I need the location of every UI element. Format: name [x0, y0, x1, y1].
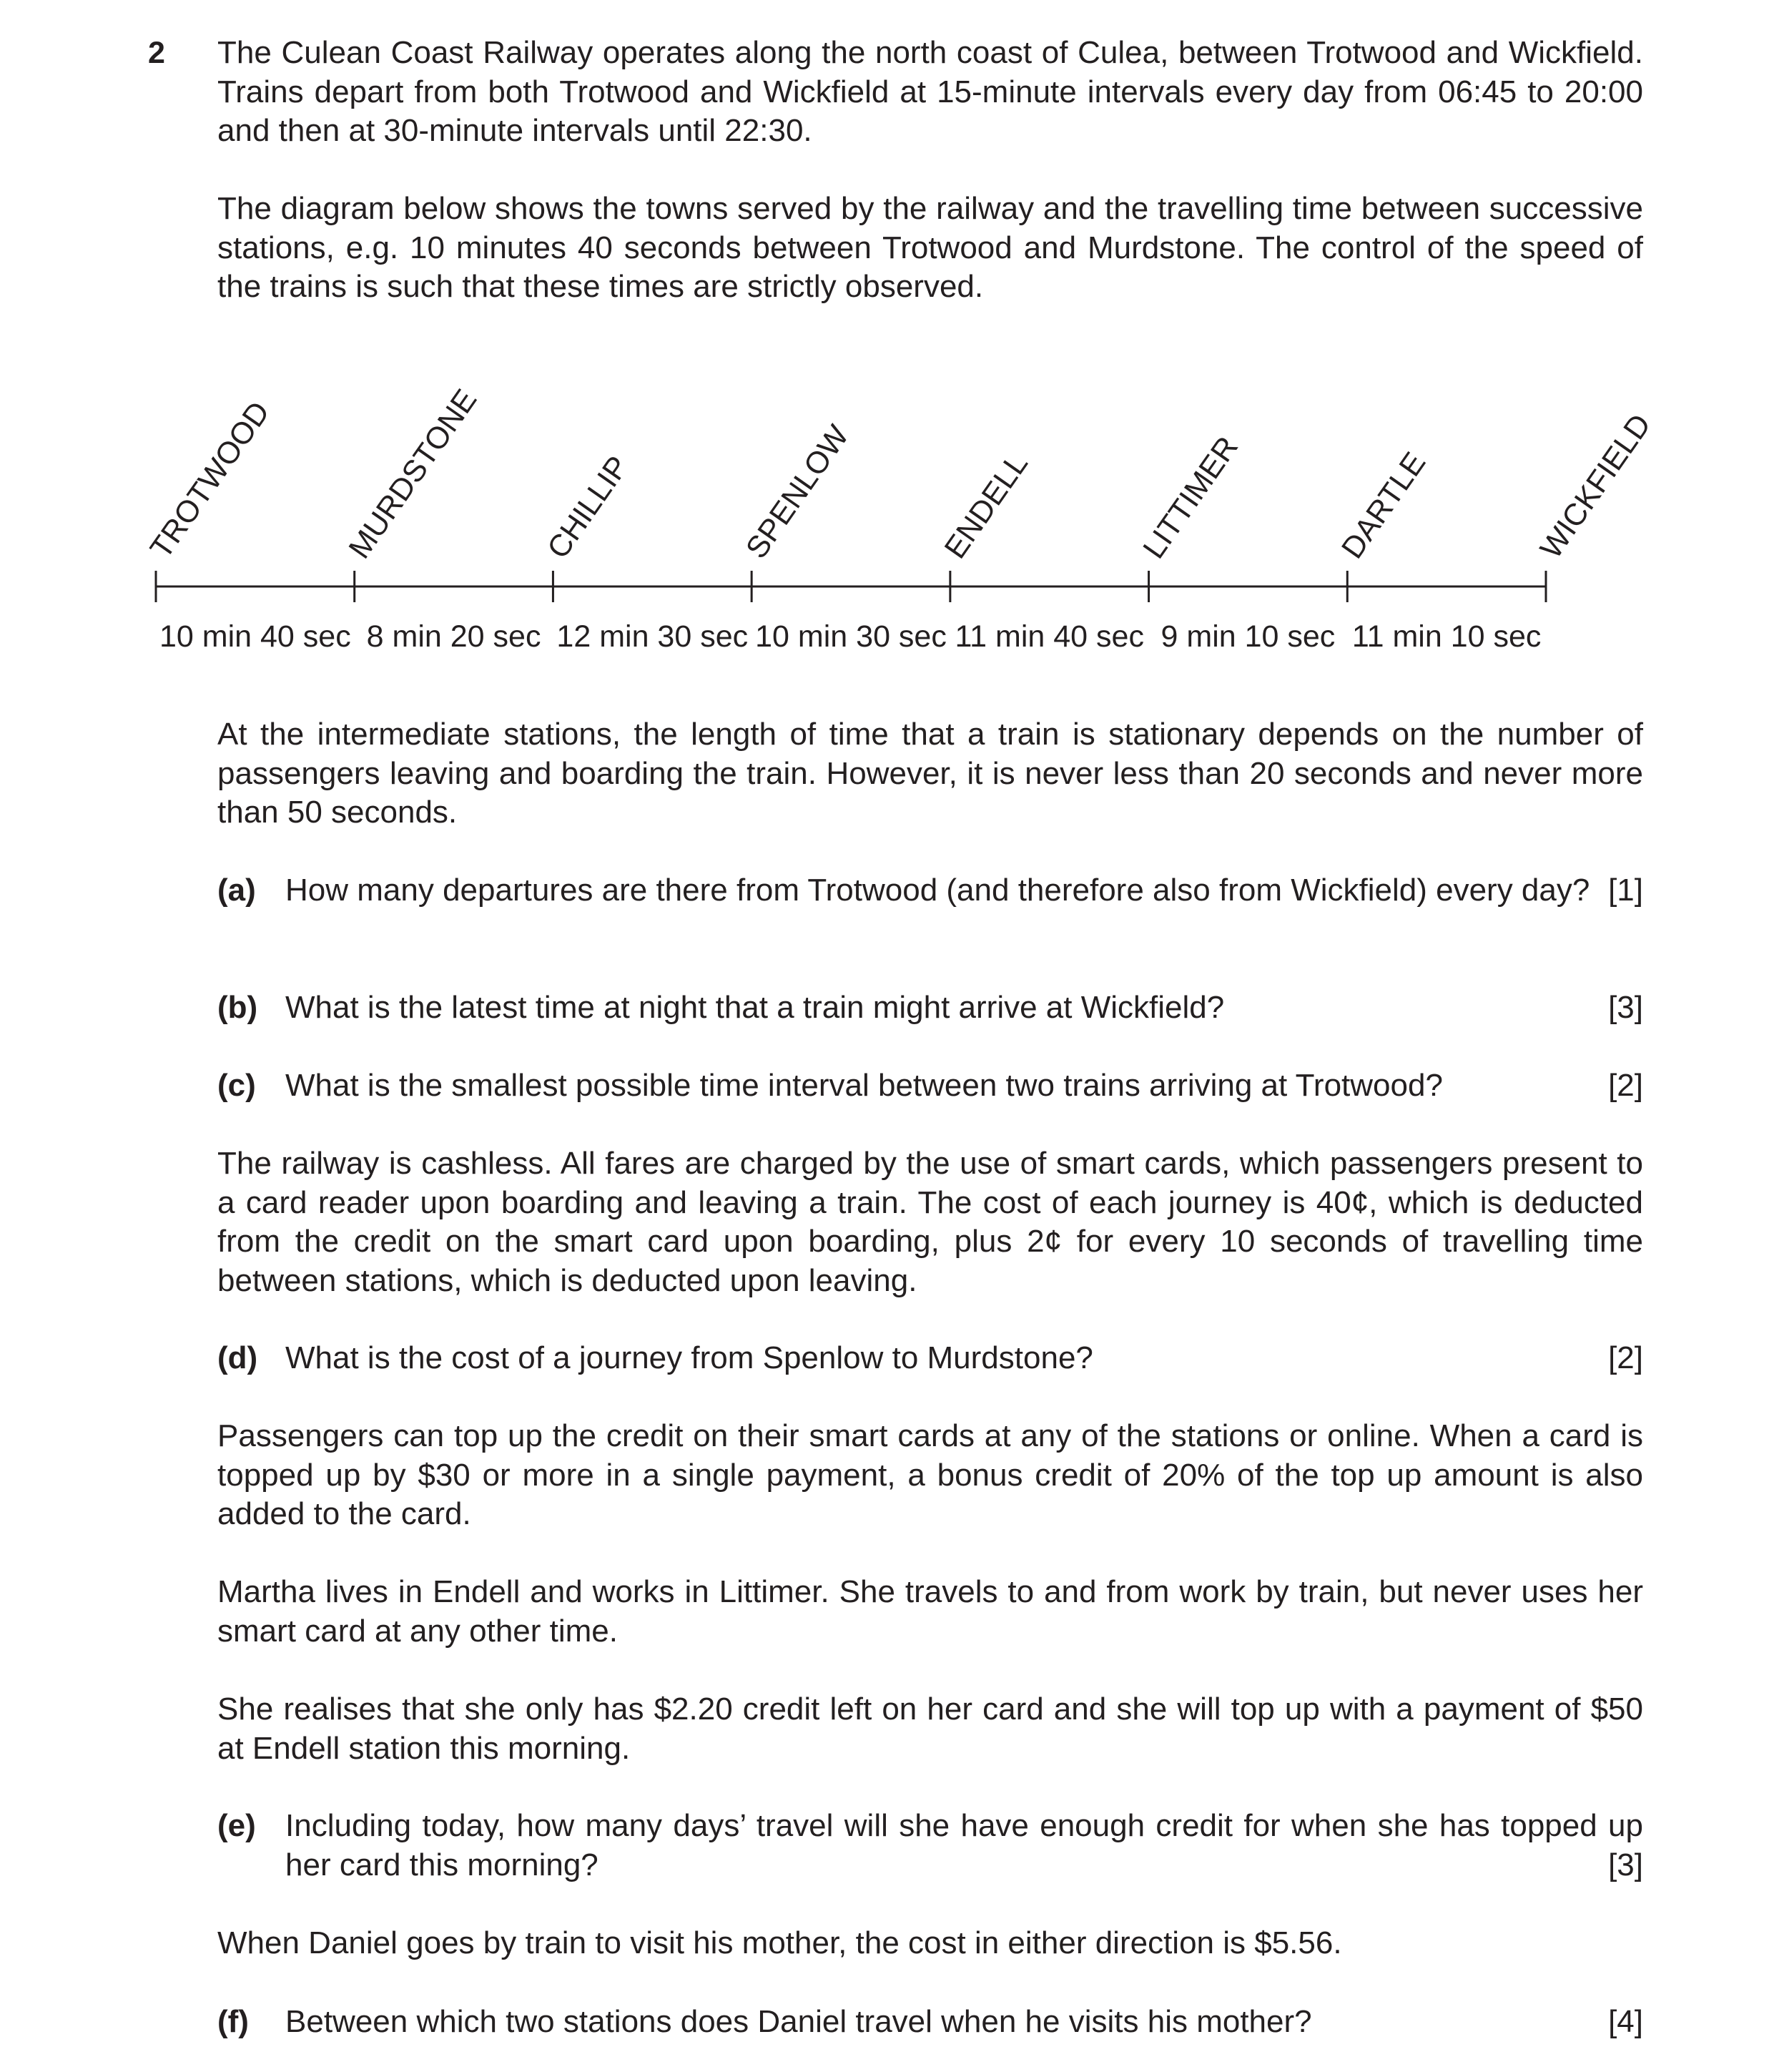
question-a-marks: [1] — [1608, 873, 1643, 908]
segment-time-6: 9 min 10 sec — [1161, 619, 1336, 654]
question-a-text: How many departures are there from Trotwood (and therefore also from Wickfield) every day? — [285, 873, 1590, 908]
stationary-paragraph: At the intermediate stations, the length of time that a train is stationary depends on the number of passengers leaving and boarding the train. However, it is never less than 20 seconds and never more than 50 seconds. — [217, 717, 1643, 830]
intro-paragraph-1: The Culean Coast Railway operates along the north coast of Culea, between Trotwood and Wickfield. Trains depart from both Trotwood and Wickfield at 15-minute intervals every day from 06:45 to 20:00 and then at 30-minute intervals until 22:30. — [217, 35, 1643, 148]
martha-paragraph: Martha lives in Endell and works in Littimer. She travels to and from work by train, but never uses her smart card at any other time. — [217, 1574, 1643, 1649]
intro-paragraph-2: The diagram below shows the towns served by the railway and the travelling time between successive stations, e.g. 10 minutes 40 seconds between Trotwood and Murdstone. The control of the speed of the trains is such that these times are strictly observed. — [217, 191, 1643, 304]
station-label-spenlow: SPENLOW — [739, 419, 856, 565]
segment-time-7: 11 min 10 sec — [1351, 619, 1542, 654]
question-d-marks: [2] — [1608, 1340, 1643, 1375]
station-label-dartle: DARTLE — [1335, 446, 1433, 565]
station-label-littimer: LITTIMER — [1136, 430, 1246, 565]
question-c — [217, 1066, 1643, 1106]
question-b — [217, 988, 1643, 1028]
question-f-text: Between which two stations does Daniel travel when he visits his mother? — [285, 2004, 1312, 2039]
question-e-text: Including today, how many days’ travel will she have enough credit for when she has topped up her card this morning? — [285, 1808, 1643, 1882]
question-f-label: (f) — [217, 2004, 249, 2039]
question-c-marks: [2] — [1608, 1068, 1643, 1103]
question-c-text: What is the smallest possible time interval between two trains arriving at Trotwood? — [285, 1068, 1443, 1103]
cashless-paragraph: The railway is cashless. All fares are charged by the use of smart cards, which passengers present to a card reader upon boarding and leaving a train. The cost of each journey is 40¢, which is deducted from the credit on the smart card upon boarding, plus 2¢ for every 10 seconds of travelling time between stations, which is deducted upon leaving. — [217, 1146, 1643, 1298]
topup-paragraph: Passengers can top up the credit on their smart cards at any of the stations or online. When a card is topped up by $30 or more in a single payment, a bonus credit of 20% of the top up amount is also added to the card. — [217, 1418, 1643, 1531]
question-a-label: (a) — [217, 873, 256, 908]
question-f — [217, 2003, 1643, 2042]
question-b-text: What is the latest time at night that a train might arrive at Wickfield? — [285, 990, 1225, 1025]
station-label-wickfield: WICKFIELD — [1533, 408, 1658, 565]
daniel-paragraph: When Daniel goes by train to visit his mother, the cost in either direction is $5.56. — [217, 1925, 1342, 1960]
segment-time-3: 12 min 30 sec — [556, 619, 749, 654]
segment-time-1: 10 min 40 sec — [159, 619, 351, 654]
question-c-label: (c) — [217, 1068, 256, 1103]
question-b-label: (b) — [217, 990, 258, 1025]
question-e — [217, 1807, 1643, 1885]
question-a — [217, 871, 1643, 910]
question-d-label: (d) — [217, 1340, 258, 1375]
segment-time-4: 10 min 30 sec — [755, 619, 947, 654]
question-d-text: What is the cost of a journey from Spenlow to Murdstone? — [285, 1340, 1093, 1375]
station-label-chillip: CHILLIP — [541, 450, 636, 565]
segment-time-2: 8 min 20 sec — [366, 619, 541, 654]
realises-paragraph: She realises that she only has $2.20 credit left on her card and she will top up with a payment of $50 at Endell station this morning. — [217, 1692, 1643, 1766]
railway-diagram — [0, 372, 1774, 672]
station-label-murdstone: MURDSTONE — [342, 383, 484, 565]
station-label-trotwood: TROTWOOD — [143, 395, 277, 565]
question-d — [217, 1339, 1643, 1378]
question-e-marks: [3] — [1608, 1847, 1643, 1882]
segment-time-5: 11 min 40 sec — [955, 619, 1144, 654]
station-label-endell: ENDELL — [937, 447, 1035, 565]
question-b-marks: [3] — [1608, 990, 1643, 1025]
question-f-marks: [4] — [1608, 2004, 1643, 2039]
question-number: 2 — [148, 36, 165, 70]
question-e-label: (e) — [217, 1808, 256, 1843]
